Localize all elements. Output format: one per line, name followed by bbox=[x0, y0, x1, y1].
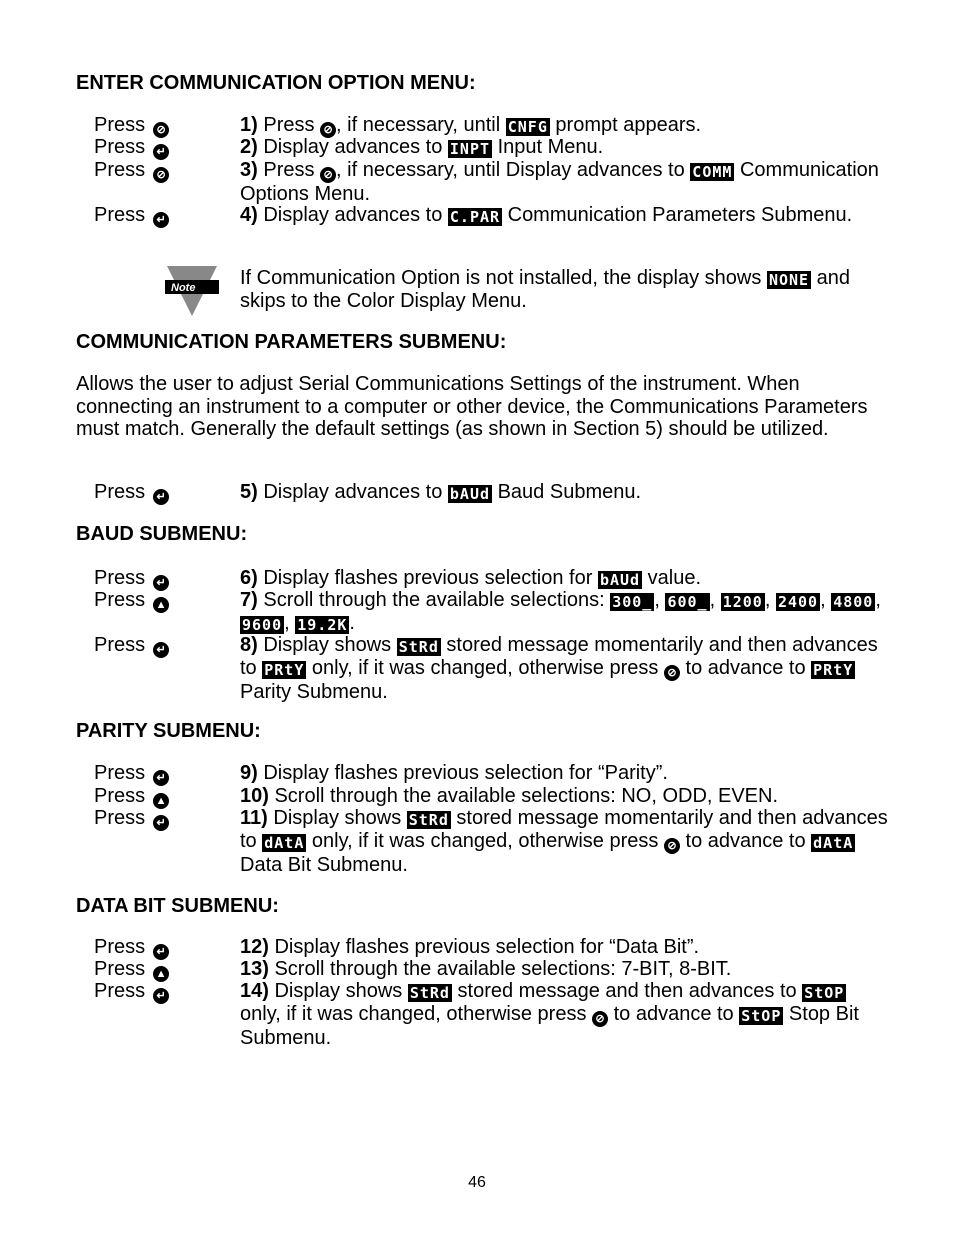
enter-button-icon: ↵ bbox=[153, 988, 169, 1004]
heading-data-bit: DATA BIT SUBMENU: bbox=[76, 895, 279, 917]
lcd-data: dAtA bbox=[264, 833, 305, 852]
lcd-stred: StRd bbox=[408, 811, 449, 829]
press-row-2: Press ↵ bbox=[94, 136, 169, 160]
up-button-icon: ▲ bbox=[153, 966, 169, 982]
lcd-none: NONE bbox=[768, 271, 810, 289]
heading-comm-params: COMMUNICATION PARAMETERS SUBMENU: bbox=[76, 331, 507, 353]
press-row-4: Press ↵ bbox=[94, 204, 169, 228]
heading-baud: BAUD SUBMENU: bbox=[76, 523, 248, 545]
press-row-7: Press ▲ bbox=[94, 589, 169, 613]
enter-button-icon: ↵ bbox=[153, 489, 169, 505]
menu-button-icon: ⊘ bbox=[664, 838, 680, 854]
press-row-3: Press ⊘ bbox=[94, 159, 169, 183]
intro-paragraph: Allows the user to adjust Serial Communications Settings of the instrument. When connecting an instrument to a computer or other device, the Communications Parameters must match. Generally the default settings (as shown in Section 5) should be utilized. bbox=[76, 373, 868, 440]
enter-button-icon: ↵ bbox=[153, 212, 169, 228]
step-1: 1) Press ⊘ , if necessary, until CNFG prompt appears. bbox=[240, 114, 702, 136]
lcd-1200: 1200 bbox=[722, 593, 763, 611]
enter-button-icon: ↵ bbox=[153, 144, 169, 160]
lcd-cpar: C.PAR bbox=[449, 208, 501, 226]
press-row-1: Press ⊘ bbox=[94, 114, 169, 138]
lcd-300: 300_ bbox=[612, 593, 653, 611]
lcd-2400: 2400 bbox=[777, 593, 819, 611]
step-12: 12) Display flashes previous selection for “Data Bit”. bbox=[240, 936, 700, 958]
lcd-4800: 4800 bbox=[833, 593, 874, 611]
press-row-8: Press ↵ bbox=[94, 634, 169, 658]
step-9: 9) Display flashes previous selection for “Parity”. bbox=[240, 762, 668, 784]
step-10: 10) Scroll through the available selections: NO, ODD, EVEN. bbox=[240, 785, 779, 807]
press-row-11: Press ↵ bbox=[94, 807, 169, 831]
lcd-stop: StOP bbox=[741, 1006, 782, 1025]
press-row-10: Press ▲ bbox=[94, 785, 169, 809]
step-2: 2) Display advances to INPT Input Menu. bbox=[240, 136, 604, 158]
press-row-13: Press ▲ bbox=[94, 958, 169, 982]
menu-button-icon: ⊘ bbox=[320, 167, 336, 183]
step-6: 6) Display flashes previous selection for bAUd value. bbox=[240, 567, 702, 589]
press-row-12: Press ↵ bbox=[94, 936, 169, 960]
lcd-comm: COMM bbox=[692, 163, 733, 181]
press-row-5: Press ↵ bbox=[94, 481, 169, 505]
note-label: Note bbox=[171, 282, 196, 294]
menu-button-icon: ⊘ bbox=[320, 122, 336, 138]
step-3: 3) Press ⊘ , if necessary, until Display advances to COMM Communication Options Menu. bbox=[240, 159, 879, 205]
lcd-9600: 9600 bbox=[242, 615, 283, 634]
page-number: 46 bbox=[468, 1174, 486, 1191]
lcd-cnfg: CNFG bbox=[507, 118, 548, 136]
enter-button-icon: ↵ bbox=[153, 815, 169, 831]
lcd-stop: StOP bbox=[804, 984, 845, 1002]
heading-parity: PARITY SUBMENU: bbox=[76, 720, 261, 742]
menu-button-icon: ⊘ bbox=[592, 1011, 608, 1027]
lcd-prty: PRtY bbox=[813, 660, 854, 679]
step-5: 5) Display advances to bAUd Baud Submenu. bbox=[240, 481, 642, 503]
menu-button-icon: ⊘ bbox=[153, 167, 169, 183]
enter-button-icon: ↵ bbox=[153, 575, 169, 591]
enter-button-icon: ↵ bbox=[153, 944, 169, 960]
lcd-600: 600_ bbox=[667, 593, 708, 611]
step-4: 4) Display advances to C.PAR Communication Parameters Submenu. bbox=[240, 204, 853, 226]
menu-button-icon: ⊘ bbox=[153, 122, 169, 138]
step-14: 14) Display shows StRd stored message and then advances to StOP only, if it was changed, otherwise press ⊘ to advance to StOP Stop Bit Submenu. bbox=[240, 980, 859, 1049]
menu-button-icon: ⊘ bbox=[664, 665, 680, 681]
step-11: 11) Display shows StRd stored message momentarily and then advances to dAtA only, if it was changed, otherwise press ⊘ to advance to dAtA Data Bit Submenu. bbox=[240, 807, 888, 876]
press-row-6: Press ↵ bbox=[94, 567, 169, 591]
step-7: 7) Scroll through the available selections: 300_ , 600_ , 1200 , 2400 , 4800 , 9600 , 19.2K . bbox=[240, 589, 881, 634]
lcd-baud: bAUd bbox=[599, 571, 641, 589]
enter-button-icon: ↵ bbox=[153, 642, 169, 658]
up-button-icon: ▲ bbox=[153, 597, 169, 613]
note-text: If Communication Option is not installed, the display shows NONE and skips to the Color Display Menu. bbox=[240, 267, 850, 312]
lcd-data: dAtA bbox=[813, 833, 854, 852]
press-row-9: Press ↵ bbox=[94, 762, 169, 786]
up-button-icon: ▲ bbox=[153, 793, 169, 809]
lcd-baud: bAUd bbox=[449, 485, 491, 503]
heading-enter-comm-menu: ENTER COMMUNICATION OPTION MENU: bbox=[76, 72, 476, 94]
lcd-inpt: INPT bbox=[449, 140, 491, 158]
lcd-19k: 19.2K bbox=[297, 615, 348, 634]
step-13: 13) Scroll through the available selections: 7-BIT, 8-BIT. bbox=[240, 958, 732, 980]
enter-button-icon: ↵ bbox=[153, 770, 169, 786]
note-icon bbox=[163, 264, 221, 318]
step-8: 8) Display shows StRd stored message momentarily and then advances to PRtY only, if it was changed, otherwise press ⊘ to advance to PRtY Parity Submenu. bbox=[240, 634, 878, 703]
lcd-prty: PRtY bbox=[264, 660, 305, 679]
lcd-stred: StRd bbox=[409, 984, 450, 1002]
lcd-stred: StRd bbox=[398, 638, 439, 656]
press-row-14: Press ↵ bbox=[94, 980, 169, 1004]
